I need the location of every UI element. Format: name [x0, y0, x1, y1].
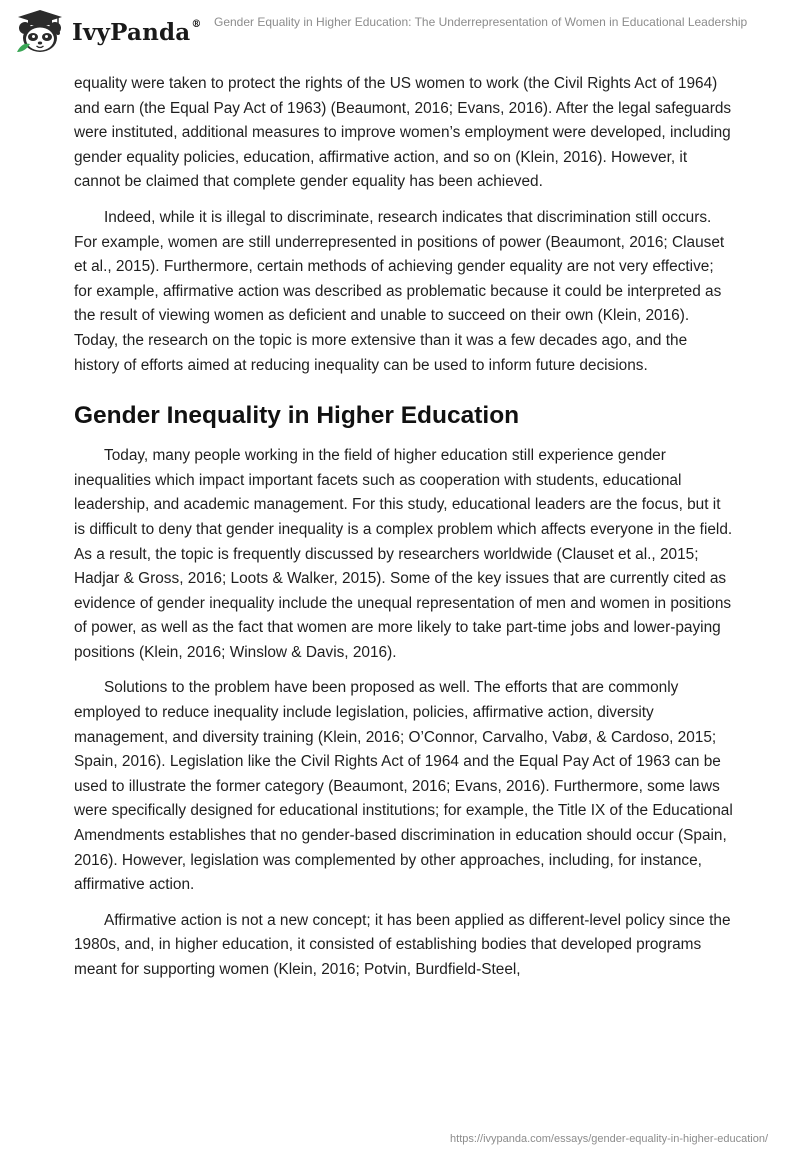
ivypanda-logo[interactable] — [14, 8, 202, 54]
source-url[interactable]: https://ivypanda.com/essays/gender-equality-in-higher-education/ — [450, 1133, 768, 1145]
brand-name-text: IvyPanda — [72, 18, 191, 46]
essay-body — [74, 72, 734, 994]
paragraph: Today, many people working in the field of higher education still experience gender inequalities which impact important facets such as cooperation with students, educational leadership, and academic management. For this study, educational leaders are the focus, but it is difficult to deny that gender inequality is a complex problem which affects everyone in the field. As a result, the topic is frequently discussed by researchers worldwide (Clauset et al., 2015; Hadjar & Gross, 2016; Loots & Walker, 2015). Some of the key issues that are currently cited as evidence of gender inequality include the unequal representation of men and women in positions of power, as well as the fact that women are more likely to take part-time jobs and lower-paying positions (Klein, 2016; Winslow & Davis, 2016). — [74, 447, 733, 661]
section-heading: Gender Inequality in Higher Education — [74, 402, 520, 430]
paragraph: equality were taken to protect the rights of the US women to work (the Civil Rights Act of 1964) and earn (the Equal Pay Act of 1963) (Beaumont, 2016; Evans, 2016). After the legal safeguards were instituted, additional measures to improve women’s employment were developed, including gender equality policies, education, affirmative action, and so on (Klein, 2016). However, it cannot be claimed that complete gender equality has been achieved. — [74, 75, 732, 191]
page-header — [0, 0, 800, 60]
paragraph: Affirmative action is not a new concept; it has been applied as different-level policy since the 1980s, and, in higher education, it consisted of establishing bodies that developed programs meant for supporting women (Klein, 2016; Potvin, Burdfield-Steel, — [74, 911, 731, 978]
panda-graduate-icon — [14, 8, 66, 54]
paragraph: Solutions to the problem have been proposed as well. The efforts that are commonly employed to reduce inequality include legislation, policies, affirmative action, diversity management, and diversity training (Klein, 2016; O’Connor, Carvalho, Vabø, & Cardoso, 2015; Spain, 2016). Legislation like the Civil Rights Act of 1964 and the Equal Pay Act of 1963 can be used to illustrate the former category (Beaumont, 2016; Evans, 2016). Furthermore, some laws were specifically designed for educational institutions; for example, the Title IX of the Educational Amendments establishes that no gender-based discrimination in education should occur (Spain, 2016). However, legislation was complemented by other approaches, including, for instance, affirmative action. — [74, 679, 733, 894]
document-title: Gender Equality in Higher Education: The Underrepresentation of Women in Educational Leadership — [214, 15, 748, 29]
paragraph: Indeed, while it is illegal to discriminate, research indicates that discrimination still occurs. For example, women are still underrepresented in positions of power (Beaumont, 2016; Clauset et al., 2015). Furthermore, certain methods of achieving gender equality are not very effective; for example, affirmative action was described as problematic because it could be interpreted as the result of viewing women as deficient and unable to succeed on their own (Klein, 2016). Today, the research on the topic is more extensive than it was a few decades ago, and the history of efforts aimed at reducing inequality can be used to inform future decisions. — [74, 208, 725, 374]
registered-mark: ® — [191, 18, 202, 30]
brand-name — [72, 19, 202, 46]
